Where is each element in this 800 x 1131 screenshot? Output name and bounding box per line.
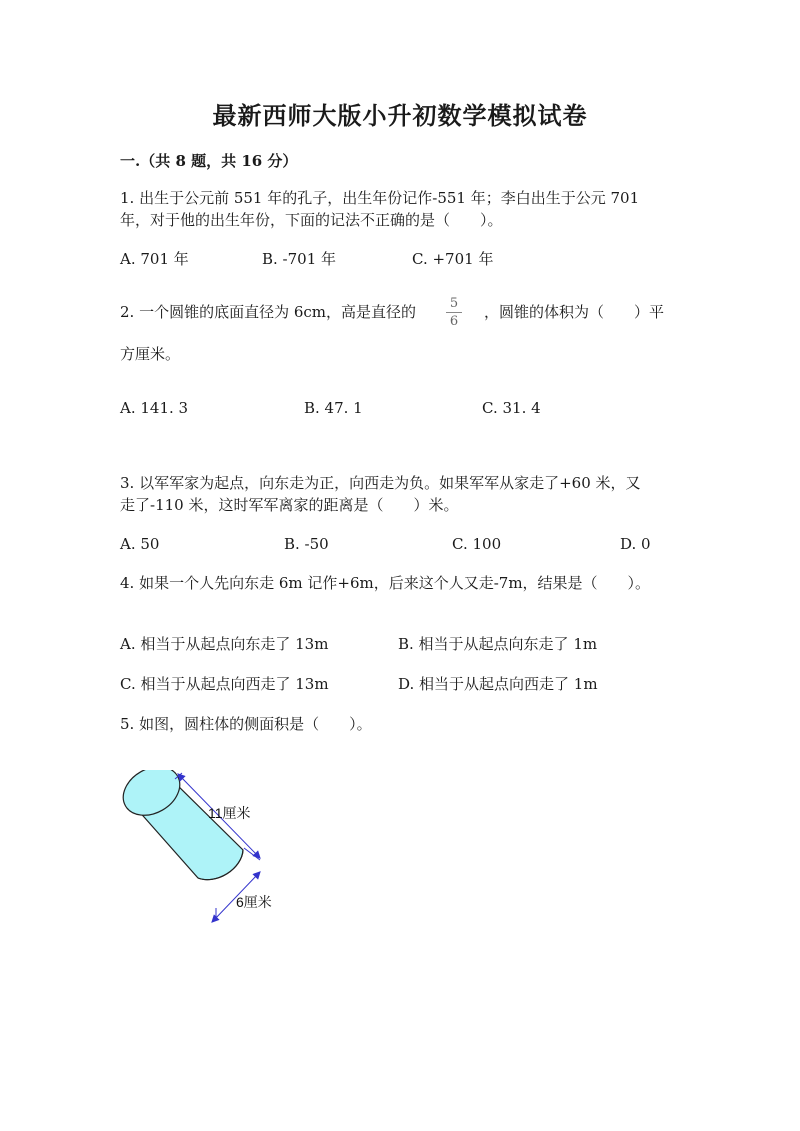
question-3-option-a: A. 50 [120, 535, 160, 553]
diameter-label: 6厘米 [236, 894, 272, 910]
question-1-option-b: B. -701 年 [262, 250, 337, 268]
question-3-option-b: B. -50 [284, 535, 329, 553]
question-5-line-1: 5. 如图，圆柱体的侧面积是（ ）。 [120, 715, 372, 733]
question-3-line-2: 走了-110 米，这时军军离家的距离是（ ）米。 [120, 496, 459, 514]
question-4-option-d: D. 相当于从起点向西走了 1m [398, 675, 598, 693]
question-2-option-b: B. 47. 1 [304, 399, 363, 417]
question-2-option-a: A. 141. 3 [120, 399, 189, 417]
question-1-option-a: A. 701 年 [120, 250, 189, 268]
question-3-line-1: 3. 以军军家为起点，向东走为正，向西走为负。如果军军从家走了+60 米，又 [120, 474, 641, 492]
fraction-numerator: 5 [449, 296, 459, 311]
page-title: 最新西师大版小升初数学模拟试卷 [212, 101, 588, 130]
question-4-option-b: B. 相当于从起点向东走了 1m [398, 635, 598, 653]
question-3-option-c: C. 100 [452, 535, 502, 553]
question-2-option-c: C. 31. 4 [482, 399, 541, 417]
section-heading: 一.（共 8 题，共 16 分） [120, 152, 298, 170]
question-1-option-c: C. +701 年 [412, 250, 494, 268]
question-1-line-2: 年，对于他的出生年份，下面的记法不正确的是（ ）。 [120, 211, 503, 229]
question-2-fraction [446, 296, 462, 329]
question-4-option-c: C. 相当于从起点向西走了 13m [120, 675, 329, 693]
question-3-option-d: D. 0 [620, 535, 651, 553]
length-label: 11厘米 [208, 805, 251, 821]
fraction-bar [446, 312, 462, 313]
question-1-line-1: 1. 出生于公元前 551 年的孔子，出生年份记作-551 年；李白出生于公元 701 [120, 189, 640, 207]
question-2-line-2: 方厘米。 [120, 345, 181, 363]
question-2-line-1-part-1: 2. 一个圆锥的底面直径为 6cm，高是直径的 [120, 303, 417, 321]
question-4-option-a: A. 相当于从起点向东走了 13m [120, 635, 329, 653]
fraction-denominator: 6 [449, 314, 459, 329]
question-4-line-1: 4. 如果一个人先向东走 6m 记作+6m，后来这个人又走-7m，结果是（ ）。 [120, 574, 651, 592]
cylinder-figure [120, 770, 300, 930]
question-2-line-1-part-2: ，圆锥的体积为（ ）平 [484, 303, 665, 321]
